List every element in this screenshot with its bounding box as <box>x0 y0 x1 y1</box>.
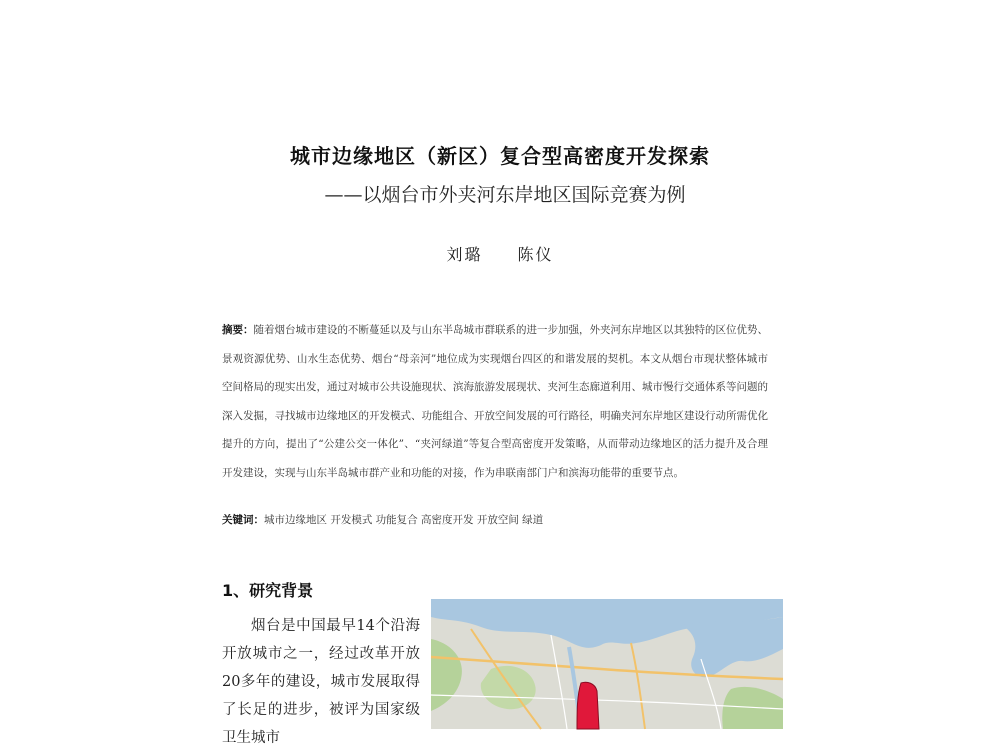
abstract-label: 摘要： <box>222 324 254 336</box>
map-figure <box>431 599 783 729</box>
keywords-label: 关键词： <box>222 514 264 526</box>
body-text <box>222 612 420 752</box>
paper-subtitle: ——以烟台市外夹河东岸地区国际竞赛为例 <box>324 184 686 206</box>
paragraph: 烟台是中国最早14个沿海开放城市之一，经过改革开放20多年的建设，城市发展取得了长足的进步，被评为国家级卫生城市 <box>222 618 420 746</box>
section-heading: 1、研究背景 <box>222 581 314 600</box>
author-name: 刘璐 <box>446 245 483 264</box>
paper-title: 城市边缘地区（新区）复合型高密度开发探索 <box>290 144 710 168</box>
abstract-text: 随着烟台城市建设的不断蔓延以及与山东半岛城市群联系的进一步加强，外夹河东岸地区以其独特的区位优势、景观资源优势、山水生态优势、烟台“母亲河”地位成为实现烟台四区的和谐发展的契机。本文从烟台市现状整体城市空间格局的现实出发，通过对城市公共设施现状、滨海旅游发展现状、夹河生态廊道利用、城市慢行交通体系等问题的深入发掘，寻找城市边缘地区的开发模式、功能组合、开放空间发展的可行路径，明确夹河东岸地区建设行动所需优化提升的方向，提出了“公建公交一体化”、“夹河绿道”等复合型高密度开发策略，从而带动边缘地区的活力提升及合理开发建设，实现与山东半岛城市群产业和功能的对接，作为串联南部门户和滨海功能带的重要节点。 <box>222 324 768 479</box>
abstract <box>222 316 768 487</box>
map-highlight-area <box>577 682 599 729</box>
keywords-text: 城市边缘地区 开发模式 功能复合 高密度开发 开放空间 绿道 <box>264 514 544 526</box>
map-image <box>431 599 783 729</box>
keywords <box>222 512 768 527</box>
author-name: 陈仪 <box>517 245 554 264</box>
author-list <box>0 242 1000 265</box>
